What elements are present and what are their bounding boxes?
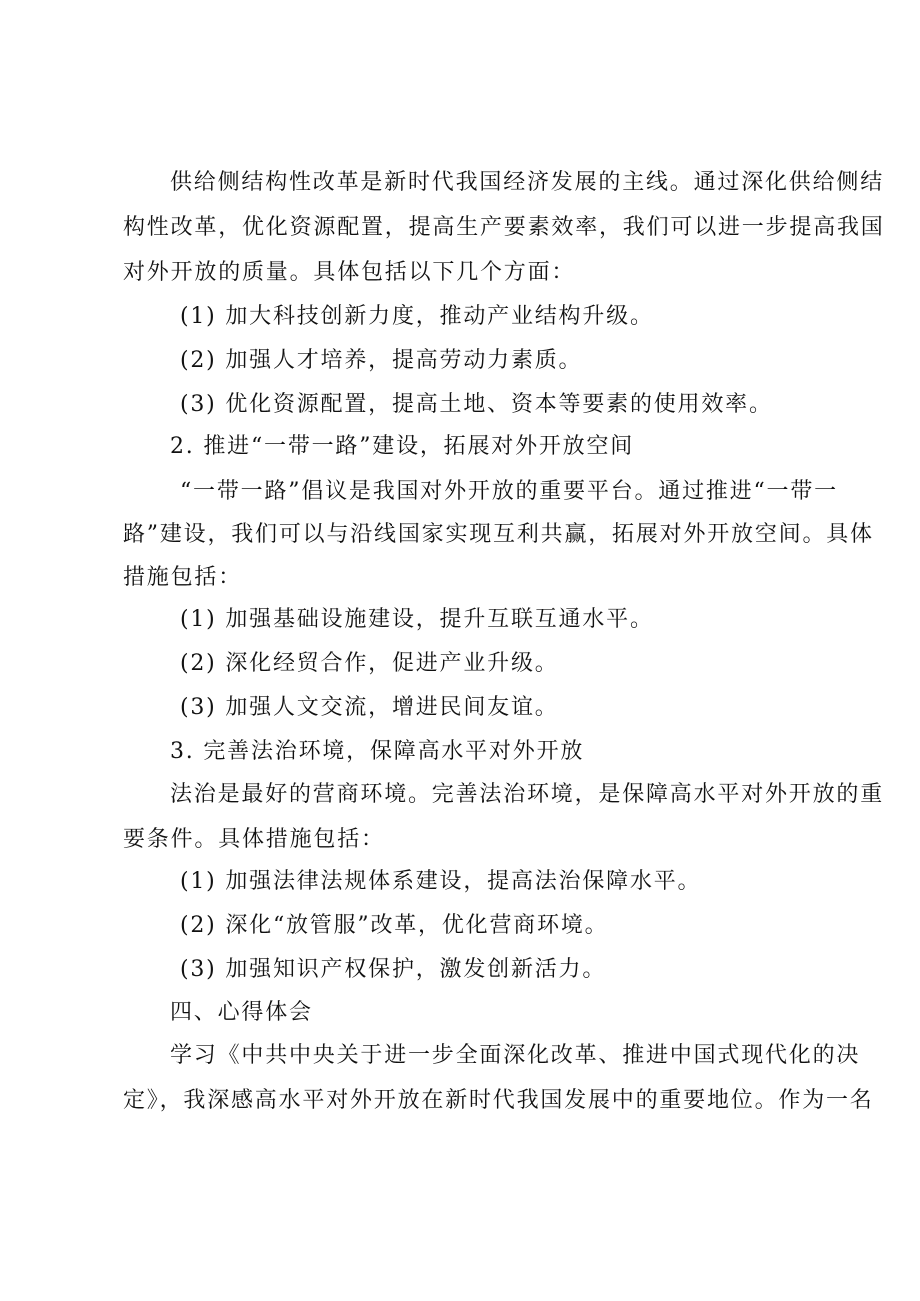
reflection-paragraph-line-2: 定》，我深感高水平对外开放在新时代我国发展中的重要地位。作为一名: [123, 1088, 874, 1113]
supply-side-list-item-1: (1) 加大科技创新力度，推动产业结构升级。: [180, 304, 654, 329]
supply-side-paragraph-line-2: 构性改革，优化资源配置，提高生产要素效率，我们可以进一步提高我国: [123, 215, 885, 240]
belt-road-paragraph-line-3: 措施包括：: [123, 565, 243, 590]
belt-road-list-item-3: (3) 加强人文交流，增进民间友谊。: [180, 695, 559, 720]
section-heading-reflection: 四、心得体会: [170, 1000, 313, 1025]
supply-side-list-item-2: (2) 加强人才培养，提高劳动力素质。: [180, 348, 583, 373]
section-heading-rule-of-law: 3. 完善法治环境，保障高水平对外开放: [170, 739, 585, 764]
rule-of-law-paragraph-line-1: 法治是最好的营商环境。完善法治环境，是保障高水平对外开放的重: [170, 782, 885, 807]
belt-road-list-item-2: (2) 深化经贸合作，促进产业升级。: [180, 651, 559, 676]
supply-side-list-item-3: (3) 优化资源配置，提高土地、资本等要素的使用效率。: [180, 392, 773, 417]
rule-of-law-list-item-2: (2) 深化“放管服”改革，优化营商环境。: [180, 913, 609, 938]
rule-of-law-list-item-1: (1) 加强法律法规体系建设，提高法治保障水平。: [180, 869, 702, 894]
rule-of-law-paragraph-line-2: 要条件。具体措施包括：: [123, 827, 385, 852]
supply-side-paragraph-line-3: 对外开放的质量。具体包括以下几个方面：: [123, 260, 576, 285]
belt-road-list-item-1: (1) 加强基础设施建设，提升互联互通水平。: [180, 607, 654, 632]
section-heading-belt-road: 2. 推进“一带一路”建设，拓展对外开放空间: [170, 434, 635, 459]
supply-side-paragraph-line-1: 供给侧结构性改革是新时代我国经济发展的主线。通过深化供给侧结: [170, 170, 885, 195]
belt-road-paragraph-line-2: 路”建设，我们可以与沿线国家实现互利共赢，拓展对外开放空间。具体: [123, 522, 874, 547]
belt-road-paragraph-line-1: “一带一路”倡议是我国对外开放的重要平台。通过推进“一带一: [180, 479, 838, 504]
rule-of-law-list-item-3: (3) 加强知识产权保护，激发创新活力。: [180, 957, 607, 982]
reflection-paragraph-line-1: 学习《中共中央关于进一步全面深化改革、推进中国式现代化的决: [170, 1043, 861, 1068]
